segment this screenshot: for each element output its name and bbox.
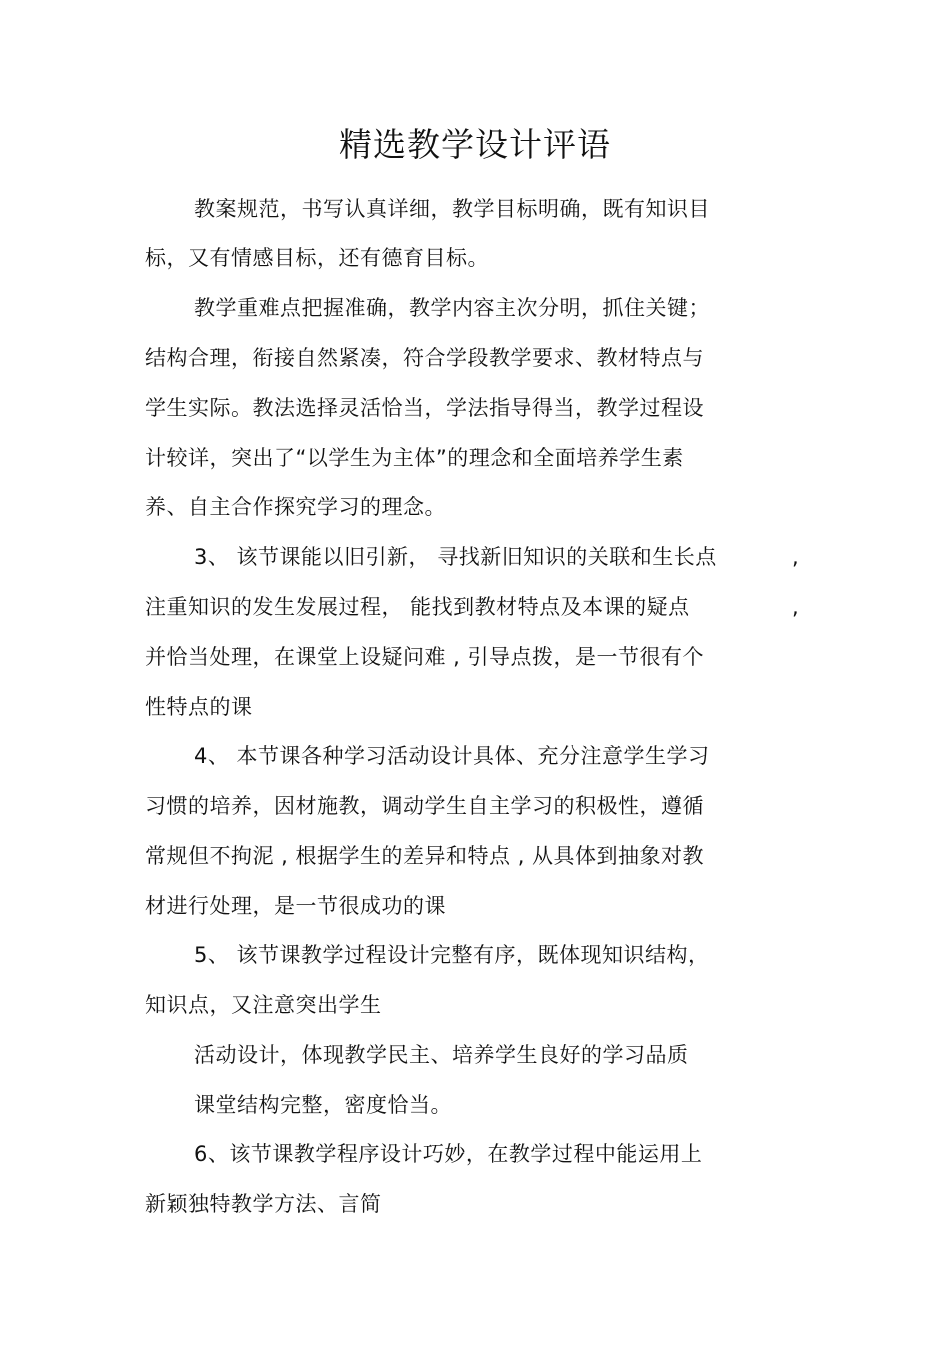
- paragraph-7-line-2: 新颖独特教学方法、言简: [145, 1192, 382, 1216]
- paragraph-5-line-1: 5、 该节课教学过程设计完整有序，既体现知识结构，: [194, 943, 710, 967]
- paragraph-2-line-3: 学生实际。教法选择灵活恰当，学法指导得当，教学过程设: [145, 396, 704, 420]
- paragraph-5-line-2: 知识点，又注意突出学生: [145, 993, 382, 1017]
- paragraph-4-line-3: 常规但不拘泥 , 根据学生的差异和特点 , 从具体到抽象对教: [145, 844, 705, 868]
- paragraph-1-line-1: 教案规范，书写认真详细，教学目标明确，既有知识目: [194, 197, 710, 221]
- paragraph-3-line-3: 并恰当处理，在课堂上设疑问难 , 引导点拨，是一节很有个: [145, 645, 705, 669]
- paragraph-2-line-1: 教学重难点把握准确，教学内容主次分明，抓住关键；: [194, 296, 710, 320]
- paragraph-4-line-1: 4、 本节课各种学习活动设计具体、充分注意学生学习: [194, 744, 710, 768]
- paragraph-1-line-2: 标，又有情感目标，还有德育目标。: [145, 246, 489, 270]
- paragraph-3-line-1-comma: ,: [792, 545, 800, 569]
- paragraph-4-line-2: 习惯的培养，因材施教，调动学生自主学习的积极性，遵循: [145, 794, 704, 818]
- paragraph-3-line-1: 3、 该节课能以旧引新， 寻找新旧知识的关联和生长点: [194, 545, 717, 569]
- paragraph-3-line-4: 性特点的课: [145, 695, 253, 719]
- document-title: 精选教学设计评语: [339, 125, 611, 164]
- paragraph-4-line-4: 材进行处理，是一节很成功的课: [145, 894, 446, 918]
- paragraph-3-line-2-comma: ,: [792, 595, 800, 619]
- paragraph-2-line-5: 养、自主合作探究学习的理念。: [145, 495, 446, 519]
- paragraph-2-line-4: 计较详，突出了“以学生为主体”的理念和全面培养学生素: [145, 446, 684, 470]
- paragraph-7-line-1: 6、该节课教学程序设计巧妙，在教学过程中能运用上: [194, 1142, 703, 1166]
- paragraph-2-line-2: 结构合理，衔接自然紧凑，符合学段教学要求、教材特点与: [145, 346, 704, 370]
- paragraph-6-line-1: 活动设计，体现教学民主、培养学生良好的学习品质: [194, 1043, 689, 1067]
- paragraph-3-line-2: 注重知识的发生发展过程， 能找到教材特点及本课的疑点: [145, 595, 690, 619]
- paragraph-6-line-2: 课堂结构完整，密度恰当。: [194, 1093, 452, 1117]
